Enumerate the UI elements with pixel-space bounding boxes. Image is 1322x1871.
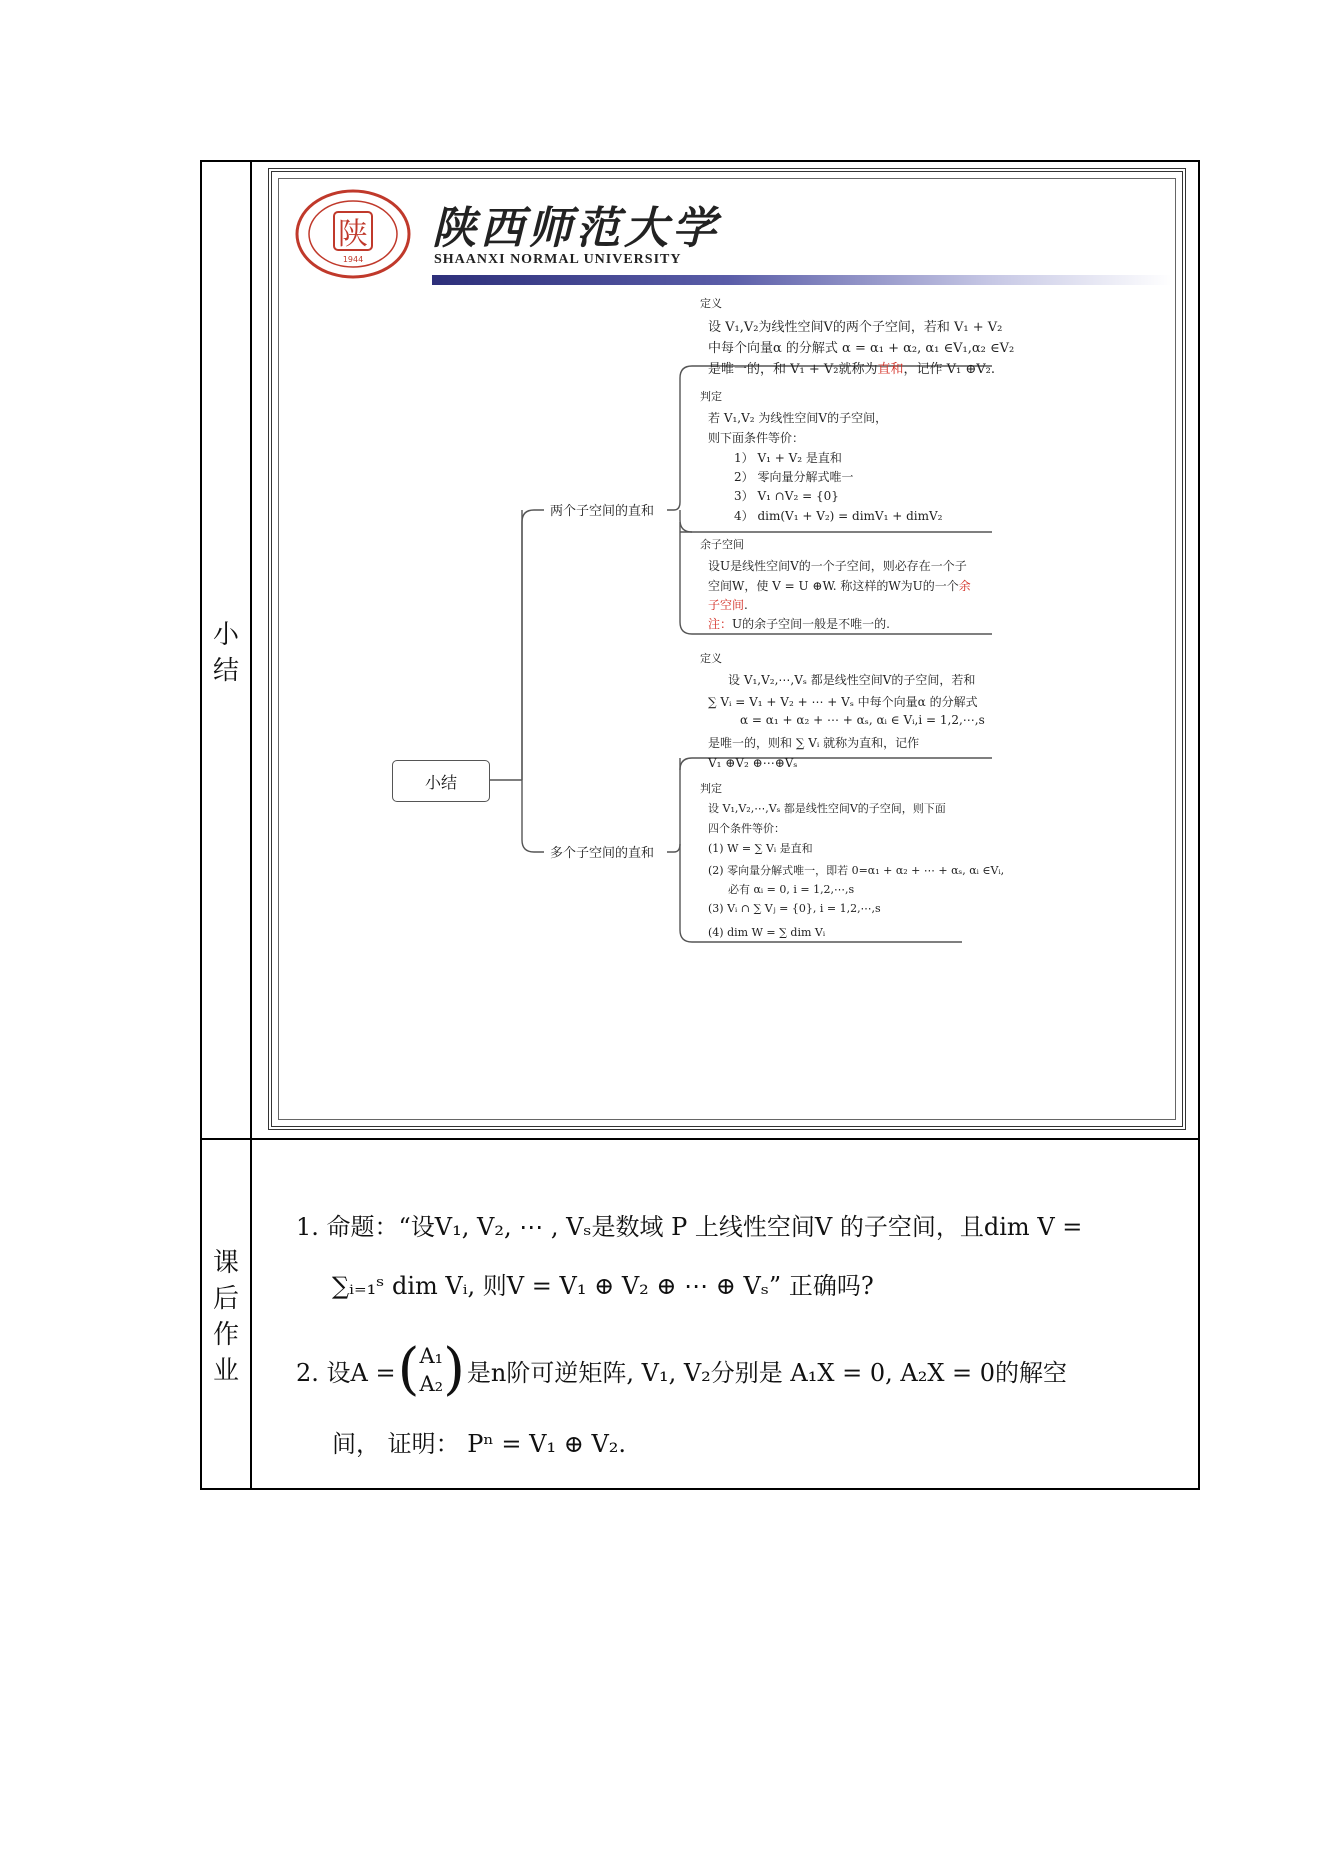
hw-question-1-line-2: ∑ᵢ₌₁ˢ dim Vᵢ, 则V = V₁ ⊕ V₂ ⊕ ⋯ ⊕ Vₛ” 正确吗? <box>332 1272 874 1300</box>
summary-label-char: 结 <box>212 656 239 686</box>
b2-judge-line: 四个条件等价： <box>708 822 785 835</box>
b2-def-line: 是唯一的，则和 ∑ Vᵢ 就称为直和，记作 <box>708 736 920 750</box>
b1-judge-condition: 3） V₁ ∩V₂ = {0} <box>734 489 839 503</box>
b1-judge-line: 若 V₁,V₂ 为线性空间V的子空间， <box>708 411 888 425</box>
b1-def-line <box>708 358 995 377</box>
b1-comp-title: 余子空间 <box>700 538 744 551</box>
b1-comp-line <box>708 596 748 613</box>
note-text: U的余子空间一般是不唯一的. <box>732 617 890 631</box>
hw-question-2-line-1 <box>296 1337 1068 1402</box>
b1-judge-line: 则下面条件等价： <box>708 431 805 445</box>
mindmap-root-node: 小结 <box>392 760 490 802</box>
branch-many-subspaces: 多个子空间的直和 <box>550 846 655 861</box>
right-paren: ) <box>443 1337 465 1402</box>
b1-comp-line <box>708 577 971 594</box>
note-label: 注： <box>708 617 733 631</box>
matrix-top: A₁ <box>419 1344 444 1368</box>
b1-def-line: 中每个向量α 的分解式 α = α₁ + α₂, α₁ ∈V₁,α₂ ∈V₂ <box>708 341 1015 356</box>
b1-def-title: 定义 <box>700 297 722 310</box>
b1-judge-condition: 2） 零向量分解式唯一 <box>734 470 854 484</box>
matrix-entries <box>419 1342 443 1398</box>
seal-year: 1944 <box>342 255 364 264</box>
summary-row-label <box>202 617 250 689</box>
b1-def-text: 是唯一的，和 V₁ + V₂就称为 <box>708 362 878 377</box>
b1-comp-text: . <box>744 598 748 612</box>
b1-def-text: ，记作 V₁ ⊕V₂. <box>903 362 996 377</box>
b1-comp-note <box>708 615 890 632</box>
q2-prefix: 2. 设A = <box>296 1358 396 1387</box>
left-paren: ( <box>397 1337 420 1402</box>
hw-question-2-line-2: 间， 证明： Pⁿ = V₁ ⊕ V₂. <box>332 1430 627 1458</box>
matrix-bottom: A₂ <box>419 1372 444 1396</box>
b2-judge-condition: (2) 零向量分解式唯一，即若 0=α₁ + α₂ + ⋯ + αₛ, αᵢ ∈Vᵢ, <box>708 864 1005 877</box>
homework-label-char: 业 <box>212 1356 239 1386</box>
homework-label-char: 作 <box>212 1320 239 1350</box>
b2-judge-line: 设 V₁,V₂,⋯,Vₛ 都是线性空间V的子空间，则下面 <box>708 802 946 815</box>
summary-label-char: 小 <box>212 620 239 650</box>
b2-def-line: 设 V₁,V₂,⋯,Vₛ 都是线性空间V的子空间，若和 <box>728 673 976 687</box>
b1-comp-highlight: 余 <box>958 579 971 593</box>
branch-two-subspaces: 两个子空间的直和 <box>550 504 655 519</box>
seal-char: 陕 <box>338 217 368 252</box>
b1-comp-line: 设U是线性空间V的一个子空间，则必存在一个子 <box>708 559 967 573</box>
b1-judge-condition: 4） dim(V₁ + V₂) = dimV₁ + dimV₂ <box>734 509 943 523</box>
b2-judge-condition: 必有 αᵢ = 0, i = 1,2,⋯,s <box>728 883 855 896</box>
b2-judge-condition: (1) W = ∑ Vᵢ 是直和 <box>708 842 813 855</box>
homework-row-label <box>202 1245 250 1389</box>
q2-text: 是n阶可逆矩阵, V₁, V₂分别是 A₁X = 0, A₂X = 0的解空 <box>466 1358 1068 1387</box>
column-divider <box>250 162 252 1488</box>
b1-judge-title: 判定 <box>700 390 722 403</box>
b1-judge-condition: 1） V₁ + V₂ 是直和 <box>734 451 842 465</box>
b1-def-highlight: 直和 <box>877 362 904 377</box>
b2-def-line: V₁ ⊕V₂ ⊕⋯⊕Vₛ <box>708 756 798 770</box>
university-name-en: SHAANXI NORMAL UNIVERSITY <box>434 252 682 267</box>
homework-label-char: 后 <box>212 1284 239 1314</box>
b2-def-line: α = α₁ + α₂ + ⋯ + αₛ, αᵢ ∈ Vᵢ,i = 1,2,⋯,s <box>740 713 985 727</box>
matrix-block <box>397 1337 465 1402</box>
b1-comp-highlight: 子空间 <box>708 598 745 612</box>
b2-def-line: ∑ Vᵢ = V₁ + V₂ + ⋯ + Vₛ 中每个向量α 的分解式 <box>708 695 978 709</box>
university-name-cn: 陕西师范大学 <box>432 203 720 254</box>
b1-comp-text: 空间W，使 V = U ⊕W. 称这样的W为U的一个 <box>708 579 959 593</box>
b2-def-title: 定义 <box>700 652 722 665</box>
b2-judge-title: 判定 <box>700 782 722 795</box>
b1-def-line: 设 V₁,V₂为线性空间V的两个子空间，若和 V₁ + V₂ <box>708 320 1003 335</box>
b2-judge-condition: (4) dim W = ∑ dim Vᵢ <box>708 926 826 939</box>
hw-question-1-line-1: 1. 命题：“设V₁, V₂, ⋯ , Vₛ是数域 P 上线性空间V 的子空间，且dim V = <box>296 1213 1083 1241</box>
b2-judge-condition: (3) Vᵢ ∩ ∑ Vⱼ = {0}, i = 1,2,⋯,s <box>708 902 881 915</box>
summary-slide <box>268 168 1186 1130</box>
homework-label-char: 课 <box>212 1248 239 1278</box>
content-table <box>200 160 1200 1490</box>
row-divider <box>202 1138 1198 1140</box>
